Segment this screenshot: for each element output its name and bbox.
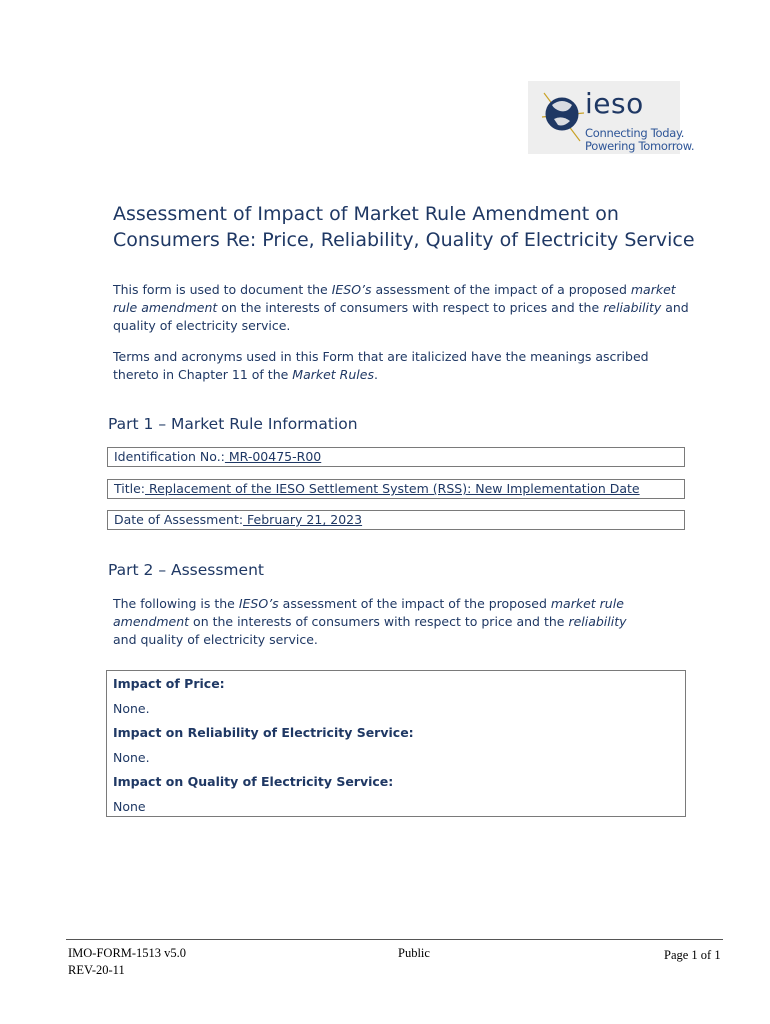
title-field [107,479,685,499]
logo-tagline [585,127,694,153]
footer-classification: Public [398,946,430,960]
footer-form-id: IMO-FORM-1513 v5.0 [68,946,187,960]
title-line-1: Assessment of Impact of Market Rule Amendment on [113,203,619,225]
identification-value: MR-00475-R00 [224,449,322,464]
date-value: February 21, 2023 [243,512,363,527]
footer-revision: REV-20-11 [68,963,125,977]
identification-field [107,447,685,467]
logo-tagline-2: Powering Tomorrow. [585,139,695,153]
title-value: Replacement of the IESO Settlement System (RSS): New Implementation Date [145,481,640,496]
footer-page-number: Page 1 of 1 [664,948,721,962]
title-line-2: Consumers Re: Price, Reliability, Quality of Electricity Service [113,229,695,251]
date-field [107,510,685,530]
globe-icon [540,87,586,147]
part1-heading: Part 1 – Market Rule Information [108,415,358,433]
identification-label: Identification No.: [114,449,225,464]
quality-value: None [113,799,146,814]
intro-paragraph-2: Terms and acronyms used in this Form that are italicized have the meanings ascribed thereto in Chapter 11 of the Market Rules. [113,349,649,382]
footer-divider [66,939,723,940]
assessment-box [106,670,686,817]
date-label: Date of Assessment: [114,512,244,527]
ieso-logo [528,81,695,154]
price-value: None. [113,701,150,716]
part2-heading: Part 2 – Assessment [108,561,264,579]
reliability-label: Impact on Reliability of Electricity Service: [113,725,414,740]
quality-label: Impact on Quality of Electricity Service: [113,774,394,789]
logo-wordmark: ieso [585,87,644,120]
price-label: Impact of Price: [113,676,225,691]
document-title [113,201,713,253]
intro-paragraph-1: This form is used to document the IESO’s assessment of the impact of a proposed market rule amendment on the interests of consumers with respect to prices and the reliability and quality of electricity service. [113,282,689,333]
title-label: Title: [114,481,145,496]
logo-tagline-1: Connecting Today. [585,126,685,140]
part2-paragraph: The following is the IESO’s assessment of the impact of the proposed market rule amendment on the interests of consumers with respect to price and the reliability and quality of electricity service. [113,596,627,647]
reliability-value: None. [113,750,150,765]
